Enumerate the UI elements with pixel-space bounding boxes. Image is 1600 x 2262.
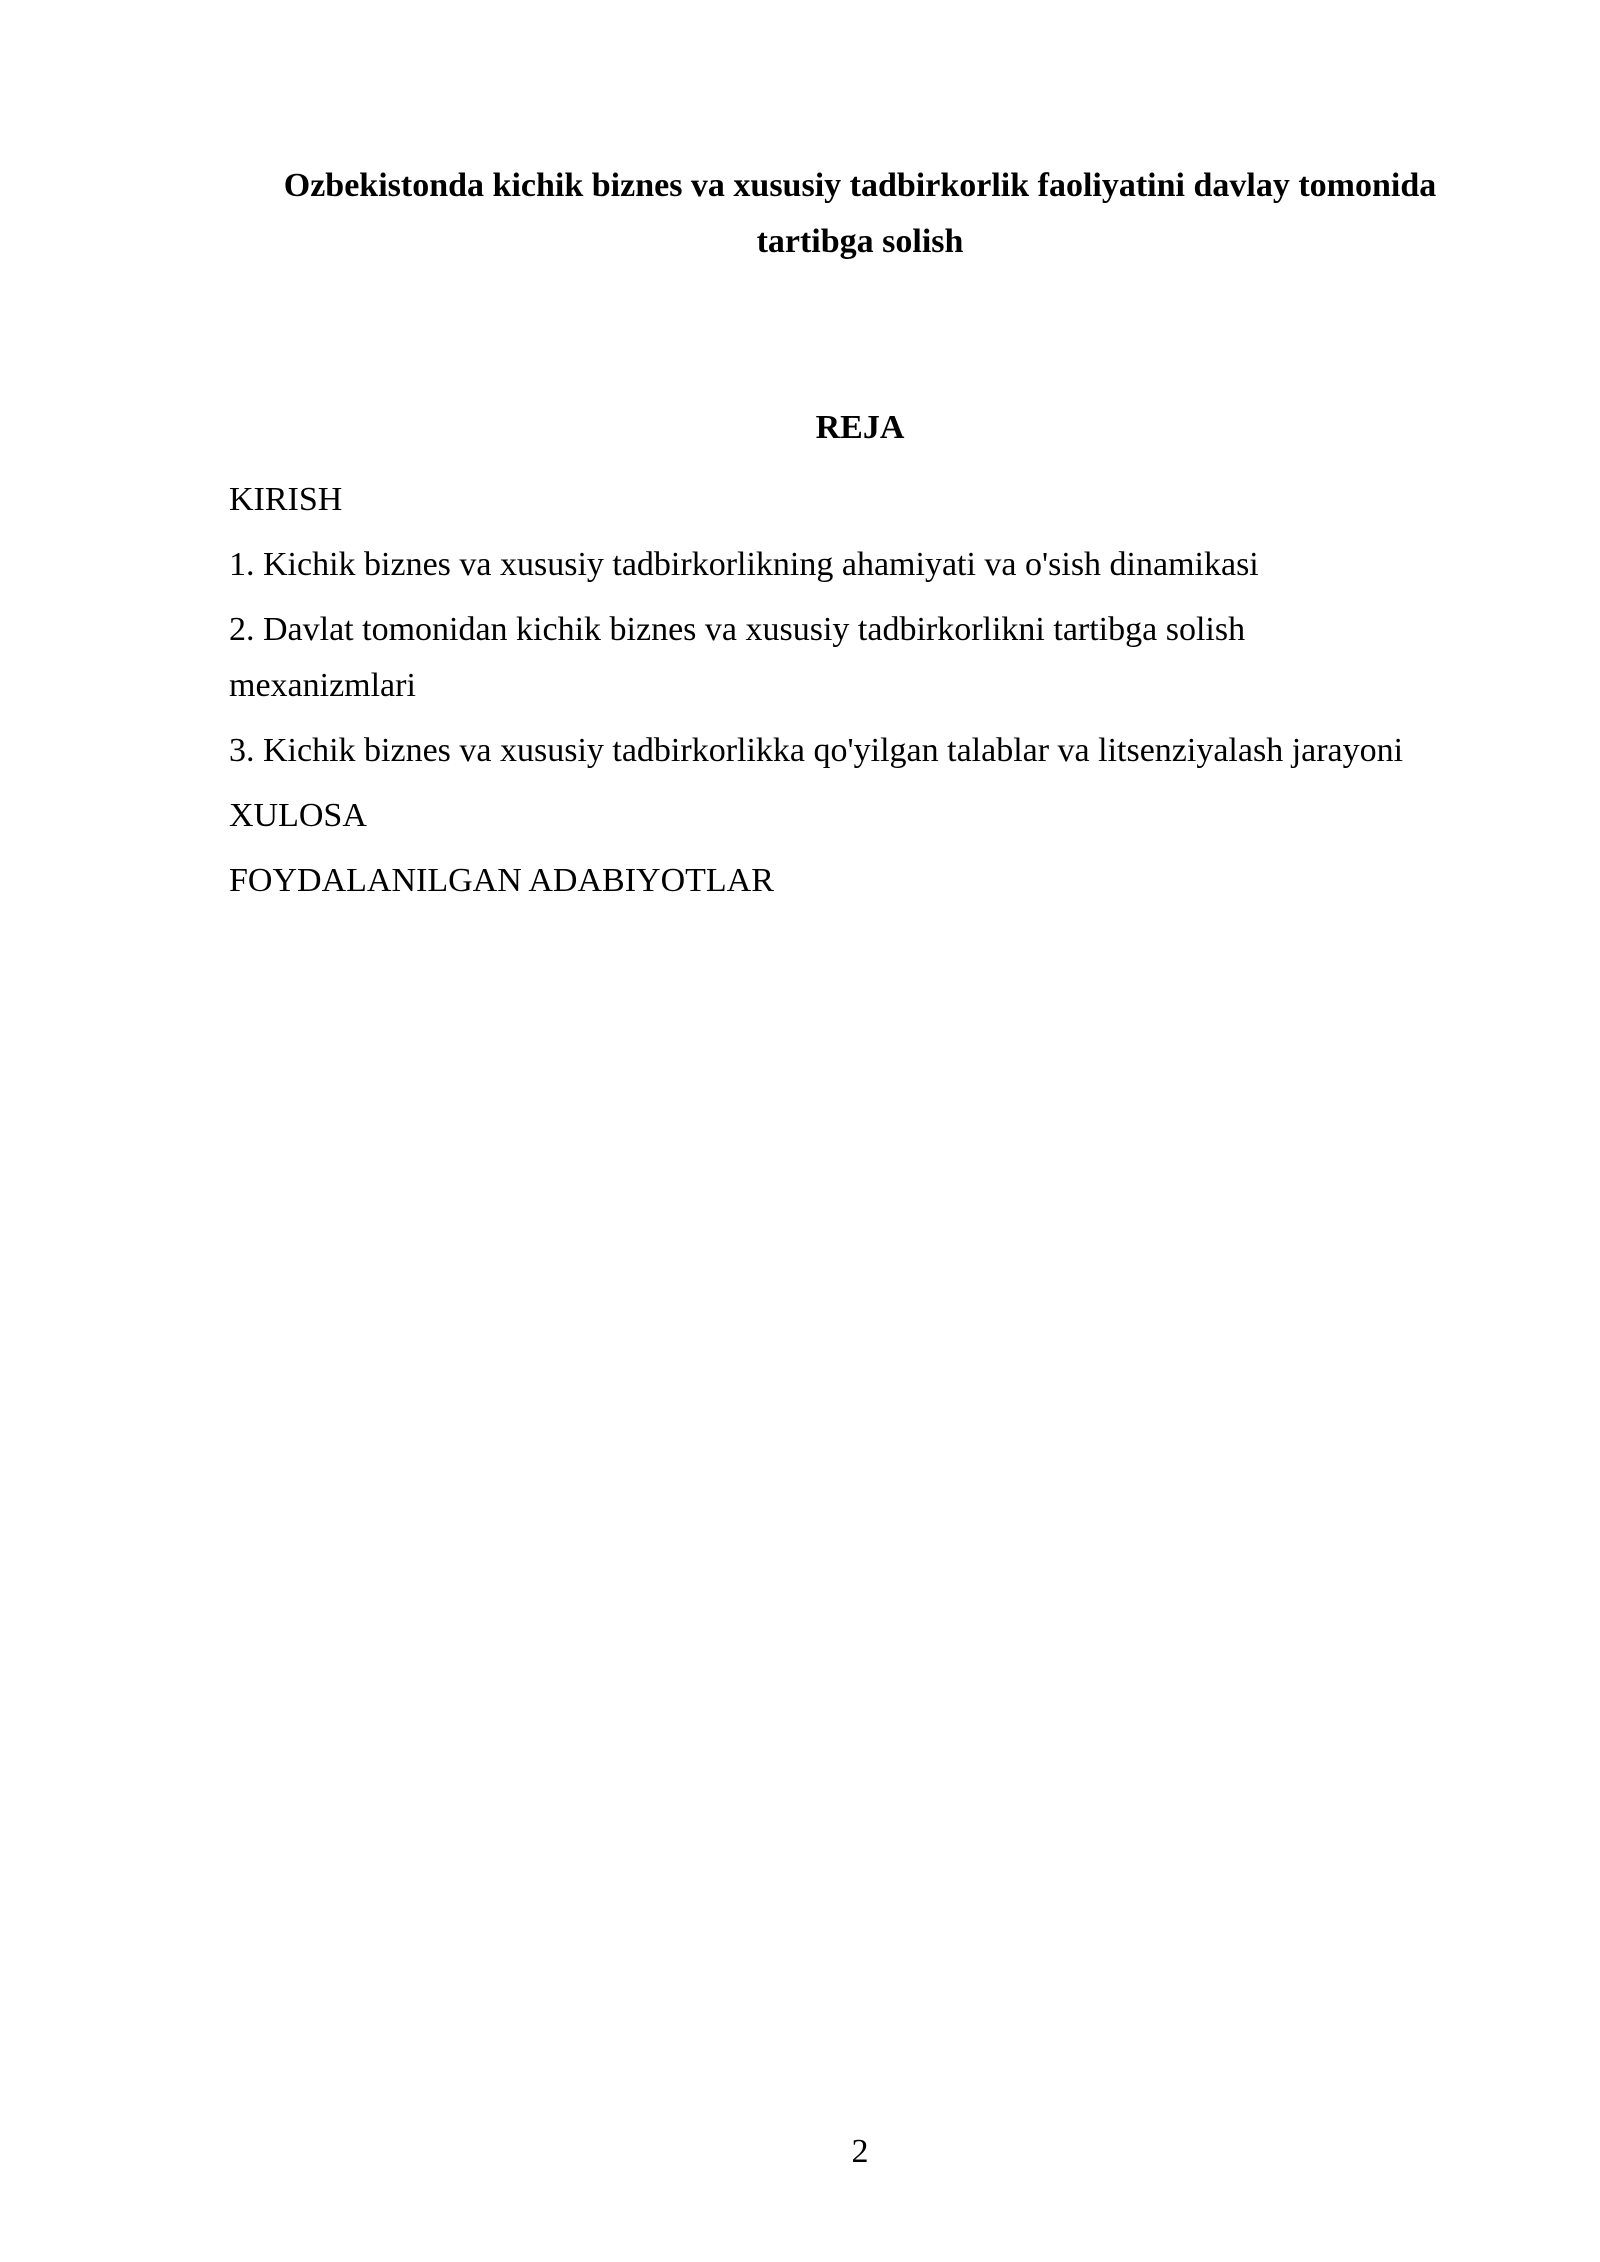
plan-item-3: 3. Kichik biznes va xususiy tadbirkorlikka qo'yilgan talablar va litsenziyalash jarayoni <box>229 732 1404 769</box>
plan-item-conclusion: XULOSA <box>229 797 367 834</box>
plan-item-2: 2. Davlat tomonidan kichik biznes va xususiy tadbirkorlikni tartibga solish mexanizmlari <box>229 611 1246 704</box>
plan-heading: REJA <box>815 409 905 446</box>
document-title: Ozbekistonda kichik biznes va xususiy tadbirkorlik faoliyatini davlay tomonida tartibga solish <box>283 167 1437 260</box>
plan-item-references: FOYDALANILGAN ADABIYOTLAR <box>229 862 774 899</box>
plan-list <box>229 472 1429 918</box>
plan-item-introduction: KIRISH <box>229 481 343 518</box>
page-number: 2 <box>851 2133 869 2170</box>
plan-item-1: 1. Kichik biznes va xususiy tadbirkorlikning ahamiyati va o'sish dinamikasi <box>229 546 1259 583</box>
